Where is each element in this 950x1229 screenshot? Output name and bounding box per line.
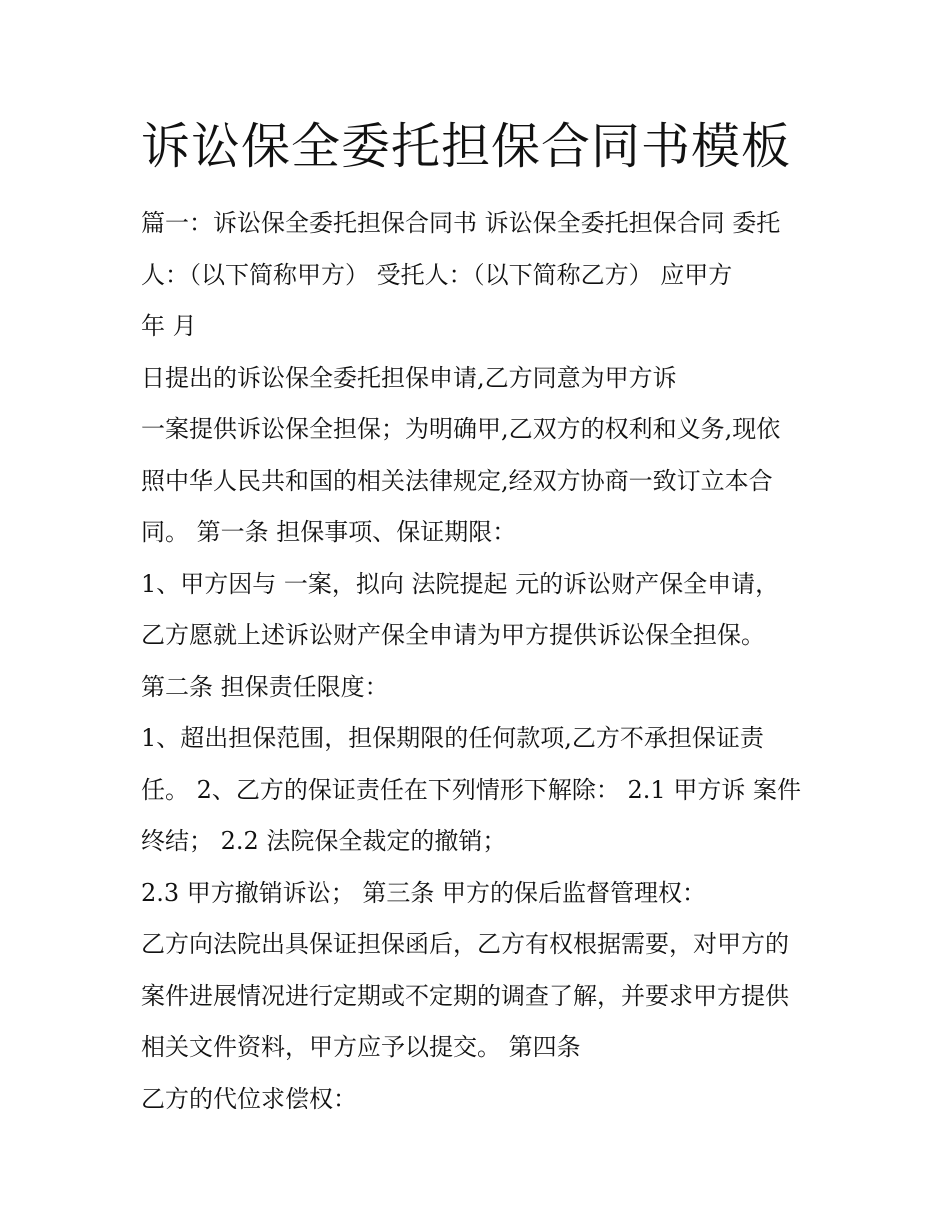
text-line: 乙方愿就上述诉讼财产保全申请为甲方提供诉讼保全担保。 [141,621,765,649]
text-line: 日提出的诉讼保全委托担保申请,乙方同意为甲方诉 [141,363,677,392]
text-line: 案件进展情况进行定期或不定期的调查了解，并要求甲方提供 [141,981,789,1010]
text-line: 任。 2、乙方的保证责任在下列情形下解除： 2.1 甲方诉 案件 [141,775,801,804]
text-line: 相关文件资料，甲方应予以提交。 第四条 [141,1033,581,1061]
document-body [141,198,831,1125]
text-line: 乙方的代位求偿权： [141,1084,357,1113]
text-line: 同。 第一条 担保事项、保证期限： [141,518,517,546]
text-line: 人：（以下简称甲方） 受托人：（以下简称乙方） 应甲方 [141,260,733,289]
document-title: 诉讼保全委托担保合同书模板 [141,118,792,175]
text-line: 终结； 2.2 法院保全裁定的撤销； [141,827,507,855]
text-line: 年 月 [141,312,197,340]
text-line: 1、甲方因与 一案，拟向 法院提起 元的诉讼财产保全申请， [141,569,780,598]
text-line: 1、超出担保范围，担保期限的任何款项,乙方不承担保证责 [141,724,764,752]
text-line: 乙方向法院出具保证担保函后，乙方有权根据需要，对甲方的 [141,930,789,958]
text-line: 照中华人民共和国的相关法律规定,经双方协商一致订立本合 [141,466,773,495]
text-line: 2.3 甲方撤销诉讼； 第三条 甲方的保后监督管理权： [141,878,707,907]
text-line: 第二条 担保责任限度： [141,672,389,701]
text-line: 一案提供诉讼保全担保；为明确甲,乙双方的权利和义务,现依 [141,415,781,443]
text-line: 篇一：诉讼保全委托担保合同书 诉讼保全委托担保合同 委托 [141,209,781,237]
